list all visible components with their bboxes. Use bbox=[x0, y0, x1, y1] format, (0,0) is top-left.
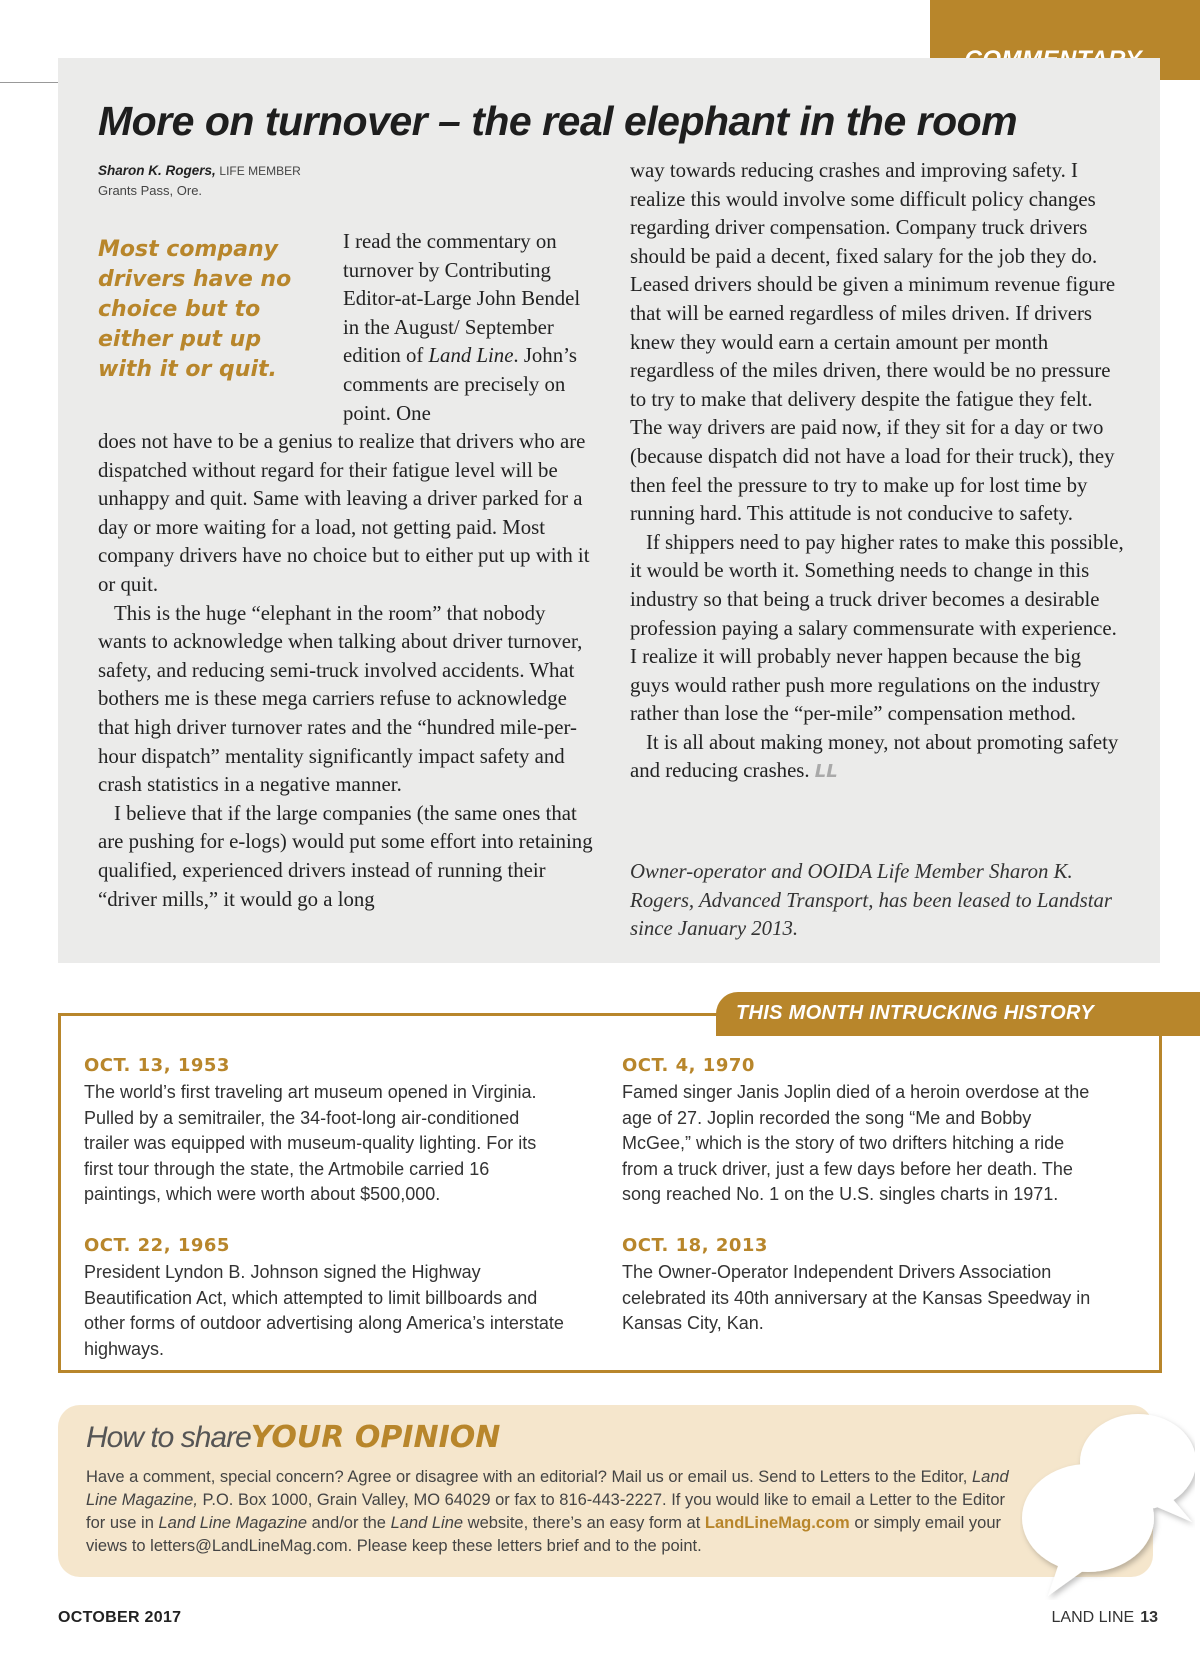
author-title: LIFE MEMBER bbox=[219, 164, 301, 178]
article-headline: More on turnover – the real elephant in the room bbox=[98, 98, 1018, 144]
opinion-title-thin: How to share bbox=[86, 1421, 251, 1454]
event-date: OCT. 13, 1953 bbox=[84, 1055, 230, 1076]
history-event bbox=[622, 1055, 1102, 1208]
opinion-text-3: and/or the bbox=[307, 1514, 391, 1532]
footer-issue: OCTOBER 2017 bbox=[58, 1609, 182, 1626]
opinion-text bbox=[86, 1466, 1026, 1558]
event-date: OCT. 4, 1970 bbox=[622, 1055, 755, 1076]
para4: If shippers need to pay higher rates to make this possible, it would be worth it. Something needs to change in this industry so that being a truck driver becomes a desirable profession paying a salary commensurate with experience. I realize it will probably never happen because the big guys would rather push more regulations on the industry rather than lose the “per-mile” compensation method. bbox=[630, 530, 1124, 726]
byline bbox=[98, 161, 518, 200]
author-bio: Owner-operator and OOIDA Life Member Sharon K. Rogers, Advanced Transport, has been leased to Landstar since January 2013. bbox=[630, 860, 1112, 941]
article-column-1 bbox=[98, 428, 598, 914]
opinion-text-5: or simply email your views to letters@LandLineMag.com. Please keep these letters brief and to the point. bbox=[86, 1514, 1002, 1555]
para1-part-a: I read the commentary on turnover by Contributing Editor-at-Large John Bendel in the August/ September edition of bbox=[343, 230, 581, 368]
opinion-title bbox=[86, 1420, 500, 1455]
event-text: President Lyndon B. Johnson signed the Highway Beautification Act, which attempted to limit billboards and other forms of outdoor advertising along America’s interstate highways. bbox=[84, 1262, 564, 1359]
speech-bubbles-icon bbox=[1020, 1400, 1195, 1600]
opinion-text-1-em: Land Line Magazine, bbox=[86, 1468, 1009, 1509]
history-tab bbox=[716, 992, 1200, 1036]
event-text: Famed singer Janis Joplin died of a heroin overdose at the age of 27. Joplin recorded the song “Me and Bobby McGee,” which is the story of two drifters hitching a ride from a truck driver, just a few days before her death. The song reached No. 1 on the U.S. singles charts in 1971. bbox=[622, 1082, 1090, 1204]
opinion-text-2: P.O. Box 1000, Grain Valley, MO 64029 or fax to 816-443-2227. If you would like to email a Letter to the Editor for use in bbox=[86, 1491, 1006, 1532]
pull-quote: Most company drivers have no choice but to either put up with it or quit. bbox=[98, 237, 292, 382]
para1-continued: does not have to be a genius to realize that drivers who are dispatched without regard for their fatigue level will be unhappy and quit. Same with leaving a driver parked for a day or more waiting for a load, not getting paid. Most company drivers have no choice but to either put up with it or quit. bbox=[98, 430, 590, 596]
history-event bbox=[622, 1235, 1102, 1337]
opinion-title-bold: YOUR OPINION bbox=[250, 1420, 501, 1455]
para1-emphasis: Land Line bbox=[428, 344, 514, 368]
para2: This is the huge “elephant in the room” that nobody wants to acknowledge when talking about driver turnover, safety, and reducing semi-truck involved accidents. What bothers me is these mega carriers refuse to acknowledge that high driver turnover rates and the “hundred mile-per-hour dispatch” mentality significantly impact safety and crash statistics in a negative manner. bbox=[98, 601, 583, 797]
author-name: Sharon K. Rogers, bbox=[98, 163, 216, 178]
para1-part-b: . John’s comments are precisely on point. One bbox=[343, 344, 577, 425]
para5: It is all about making money, not about promoting safety and reducing crashes. bbox=[630, 730, 1119, 783]
end-mark: LL bbox=[814, 761, 838, 783]
history-tab-label: THIS MONTH INTRUCKING HISTORY bbox=[736, 1002, 1094, 1024]
top-rule bbox=[0, 82, 58, 83]
article-column-1-top bbox=[343, 228, 593, 428]
article-column-2 bbox=[630, 157, 1125, 787]
history-event bbox=[84, 1235, 564, 1362]
footer-page bbox=[1052, 1609, 1159, 1627]
page-number: 13 bbox=[1140, 1609, 1158, 1626]
event-date: OCT. 18, 2013 bbox=[622, 1235, 768, 1256]
opinion-text-2-em: Land Line Magazine bbox=[158, 1514, 308, 1532]
para3-part-b: way towards reducing crashes and improving safety. I realize this would involve some difficult policy changes regarding driver compensation. Company truck drivers should be paid a decent, fixed salary for the job they do. Leased drivers should be given a minimum revenue figure that will be earned regardless of miles driven. If drivers knew they would earn a certain amount per month regardless of the miles driven, there would be no pressure to try to make that delivery despite the fatigue they felt. The way drivers are paid now, if they sit for a day or two (because dispatch did not have a load for their truck), they then feel the pressure to try to make up for lost time by running hard. This attitude is not conducive to safety. bbox=[630, 159, 1116, 526]
footer-magazine: LAND LINE bbox=[1051, 1609, 1135, 1626]
opinion-text-4: website, there’s an easy form at bbox=[463, 1514, 705, 1532]
history-event bbox=[84, 1055, 564, 1208]
opinion-text-3-em: Land Line bbox=[390, 1514, 464, 1532]
event-date: OCT. 22, 1965 bbox=[84, 1235, 230, 1256]
opinion-text-1: Have a comment, special concern? Agree or disagree with an editorial? Mail us or email us. Send to Letters to the Editor, bbox=[86, 1468, 972, 1486]
event-text: The Owner-Operator Independent Drivers Association celebrated its 40th anniversary at the Kansas Speedway in Kansas City, Kan. bbox=[622, 1262, 1091, 1333]
event-text: The world’s first traveling art museum opened in Virginia. Pulled by a semitrailer, the 34-foot-long air-conditioned trailer was equipped with museum-quality lighting. For its first tour through the state, the Artmobile carried 16 paintings, which were worth about $500,000. bbox=[84, 1082, 537, 1204]
author-location: Grants Pass, Ore. bbox=[98, 183, 203, 198]
website-link[interactable]: LandLineMag.com bbox=[704, 1514, 850, 1532]
para3-part-a: I believe that if the large companies (the same ones that are pushing for e-logs) would put some effort into retaining qualified, experienced drivers instead of running their “driver mills,” it would go a long bbox=[98, 801, 593, 911]
